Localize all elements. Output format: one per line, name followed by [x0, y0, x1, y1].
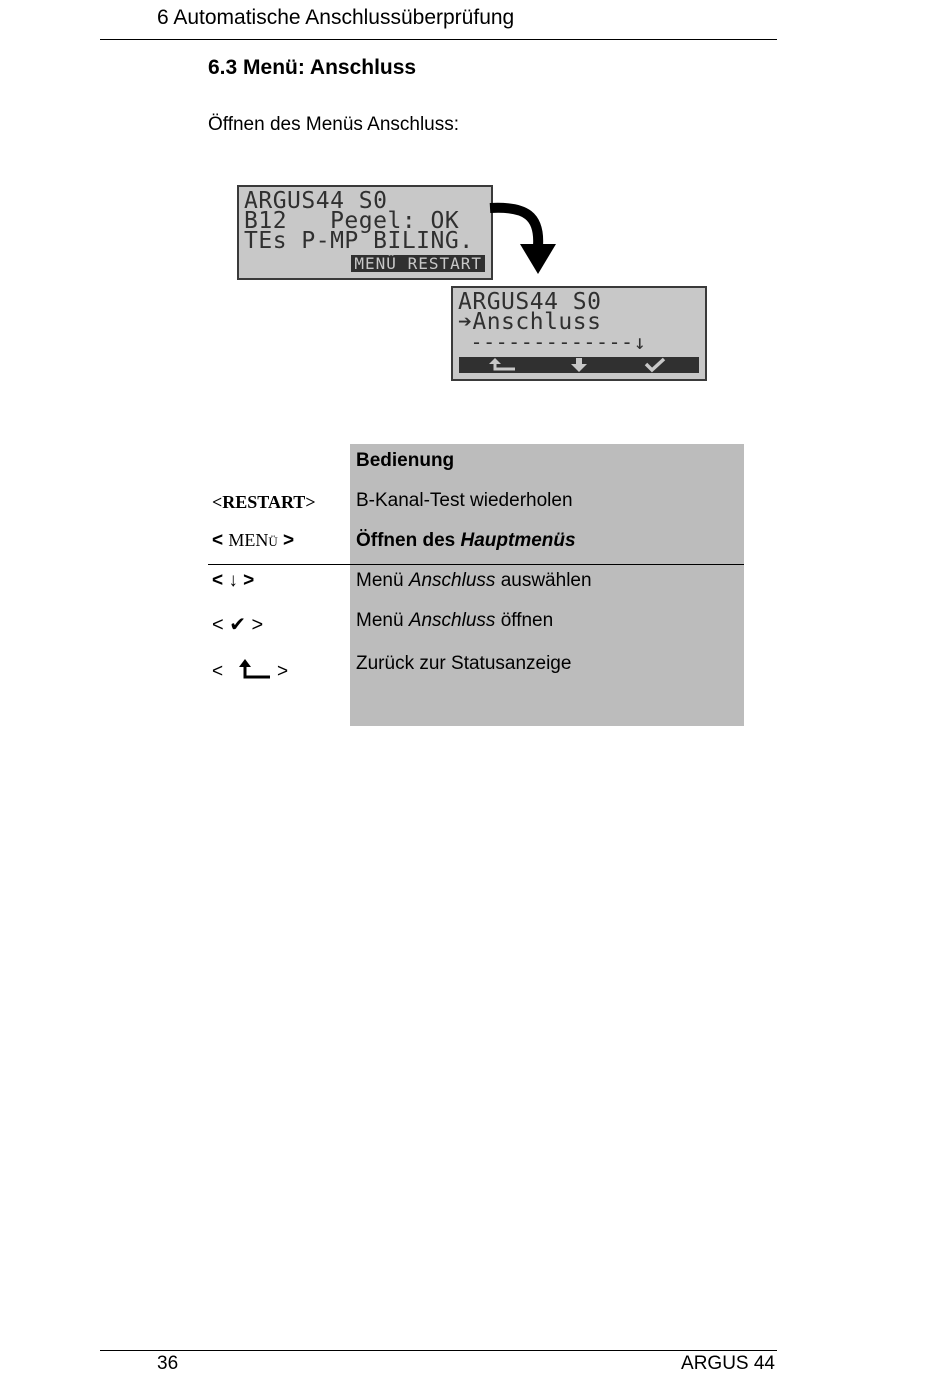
description-text: Öffnen des [356, 530, 461, 551]
key-bracket: < [212, 530, 229, 551]
key-down: < ↓ > [212, 570, 255, 591]
description-text: Menü [356, 570, 409, 591]
lcd-line-2: B12 Pegel: OK [244, 208, 460, 234]
lcd-line-1: ARGUS44 S0 [244, 188, 388, 214]
key-bracket: > [277, 530, 295, 551]
footer-rule [100, 1350, 777, 1351]
description-text: auswählen [495, 570, 592, 591]
lcd-line-2: ➔Anschluss [458, 309, 602, 335]
lcd-line-3: TEs P-MP BILING. [244, 228, 474, 254]
page-number: 36 [157, 1353, 179, 1374]
transition-arrow-icon [488, 198, 560, 276]
lcd-line-1: ARGUS44 S0 [458, 289, 602, 315]
description-emphasis: Anschluss [408, 570, 496, 591]
description-menu [356, 530, 576, 552]
lcd-softkey-bar [459, 357, 699, 373]
key-bracket: > [277, 661, 289, 682]
back-icon [487, 357, 519, 373]
back-icon [236, 658, 272, 682]
description-check [356, 610, 553, 632]
header-rule [100, 39, 777, 40]
product-name: ARGUS 44 [681, 1353, 775, 1374]
chapter-title: 6 Automatische Anschlussüberprüfung [157, 6, 515, 29]
lcd-softkey-bar: MENÜ RESTART [351, 255, 485, 272]
down-arrow-icon [569, 357, 589, 373]
description-emphasis: Hauptmenüs [460, 530, 576, 551]
table-divider [208, 564, 744, 565]
description-down [356, 570, 592, 592]
lcd-display-status [237, 185, 493, 280]
key-label: MENü [228, 530, 278, 550]
description-text: öffnen [495, 610, 554, 631]
key-restart: <RESTART> [212, 492, 316, 512]
description-restart: B-Kanal-Test wiederholen [356, 490, 573, 511]
key-menu [212, 530, 294, 552]
key-bracket: < [212, 661, 224, 682]
key-check: < ✔ > [212, 614, 264, 636]
description-emphasis: Anschluss [408, 610, 496, 631]
description-back: Zurück zur Statusanzeige [356, 653, 572, 674]
section-title: 6.3 Menü: Anschluss [208, 56, 417, 79]
lcd-line-3: -------------↓ [458, 330, 647, 354]
operation-table-header: Bedienung [356, 450, 455, 471]
lcd-display-menu [451, 286, 707, 381]
intro-text: Öffnen des Menüs Anschluss: [208, 114, 460, 135]
description-text: Menü [356, 610, 409, 631]
key-back-close [277, 661, 288, 683]
check-icon [643, 357, 667, 373]
key-back [212, 661, 223, 683]
